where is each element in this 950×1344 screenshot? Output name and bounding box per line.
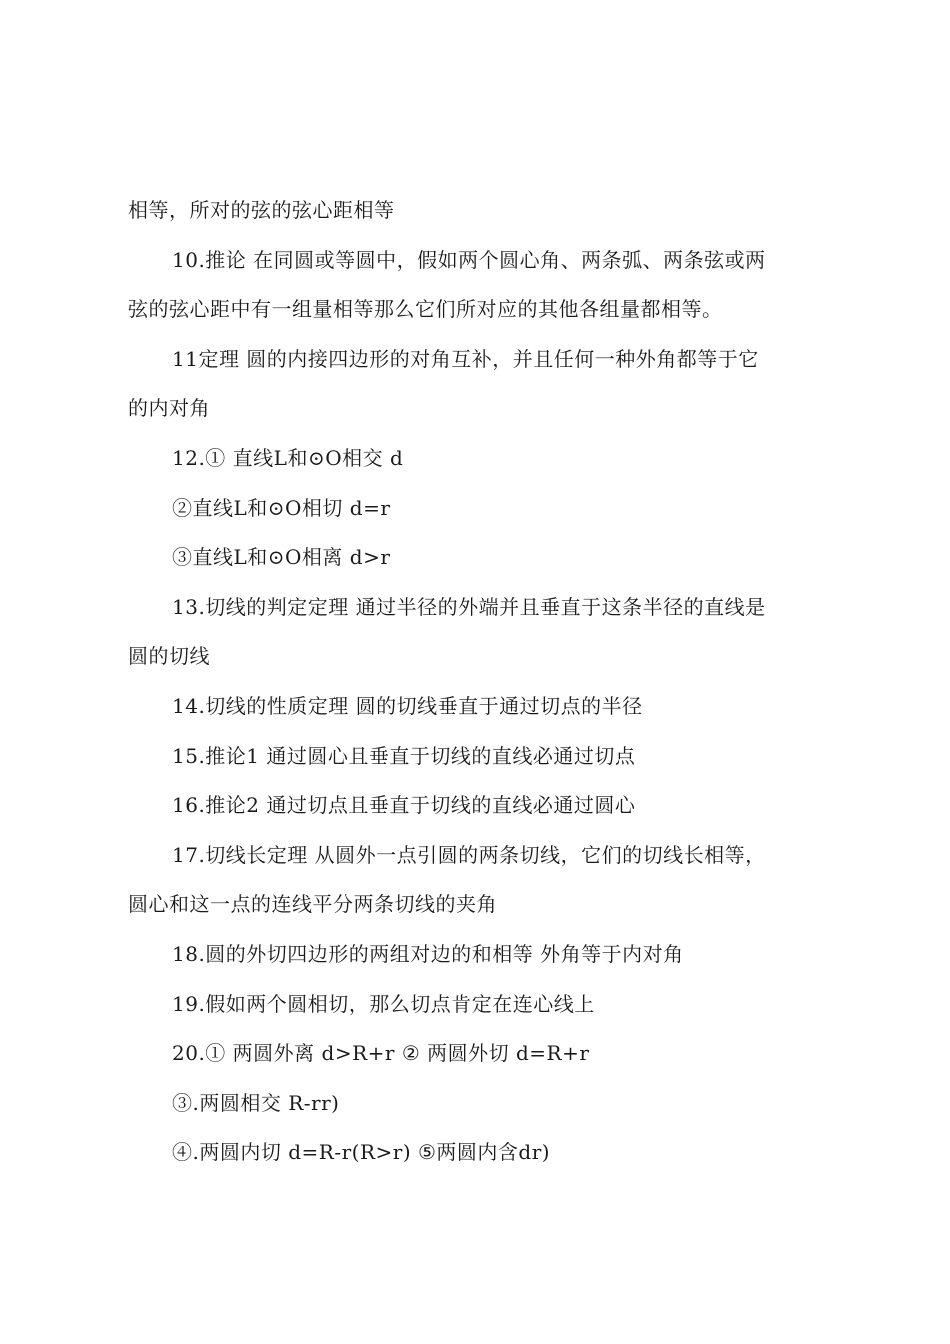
text-line: 圆的切线 xyxy=(128,644,210,669)
text-line: 13.切线的判定定理 通过半径的外端并且垂直于这条半径的直线是 xyxy=(172,594,766,619)
text-line: 12.① 直线L和⊙O相交 d xyxy=(172,445,404,470)
text-line: 14.切线的性质定理 圆的切线垂直于通过切点的半径 xyxy=(172,693,643,718)
text-line: 16.推论2 通过切点且垂直于切线的直线必通过圆心 xyxy=(172,793,636,818)
text-line: 20.① 两圆外离 d>R+r ② 两圆外切 d=R+r xyxy=(172,1041,590,1066)
text-line: 相等，所对的弦的弦心距相等 xyxy=(128,198,395,222)
text-line: 11定理 圆的内接四边形的对角互补，并且任何一种外角都等于它 xyxy=(172,346,759,371)
text-line: 弦的弦心距中有一组量相等那么它们所对应的其他各组量都相等。 xyxy=(128,297,723,322)
text-line: 10.推论 在同圆或等圆中，假如两个圆心角、两条弧、两条弦或两 xyxy=(172,247,766,272)
document-body xyxy=(128,186,838,1178)
text-line: ②直线L和⊙O相切 d=r xyxy=(172,495,391,520)
text-line: 圆心和这一点的连线平分两条切线的夹角 xyxy=(128,892,497,917)
text-line: 17.切线长定理 从圆外一点引圆的两条切线，它们的切线长相等， xyxy=(172,842,766,867)
text-line: ③直线L和⊙O相离 d>r xyxy=(172,545,391,570)
text-line: 18.圆的外切四边形的两组对边的和相等 外角等于内对角 xyxy=(172,941,684,966)
text-line: 15.推论1 通过圆心且垂直于切线的直线必通过切点 xyxy=(172,743,636,768)
text-line: 19.假如两个圆相切，那么切点肯定在连心线上 xyxy=(172,991,595,1016)
text-line: ④.两圆内切 d=R-r(R>r) ⑤两圆内含dr) xyxy=(172,1140,551,1165)
text-line: 的内对角 xyxy=(128,396,210,421)
text-line: ③.两圆相交 R-rr) xyxy=(172,1090,340,1115)
